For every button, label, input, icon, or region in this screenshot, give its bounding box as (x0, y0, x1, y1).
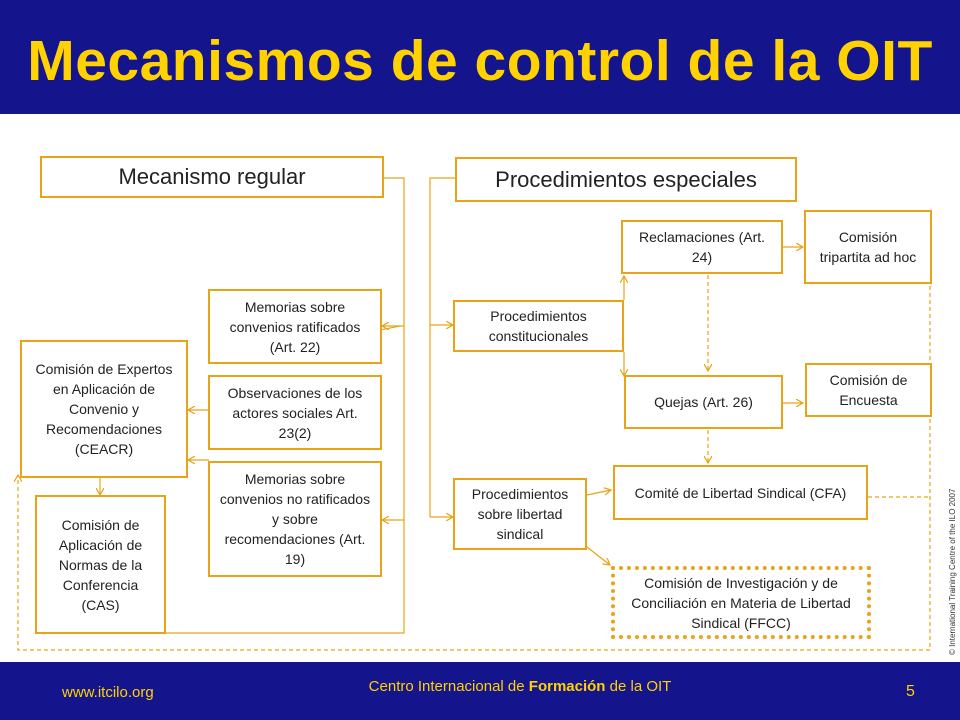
node-memorias-no-ratificados: Memorias sobre convenios no ratificados y sobre recomendaciones (Art. 19) (208, 461, 382, 577)
footer-bar (0, 662, 960, 720)
node-procedimientos-constitucionales: Procedimientos constitucionales (453, 300, 624, 352)
page-title: Mecanismos de control de la OIT (27, 29, 933, 93)
node-procedimientos-libertad-sindical: Procedimientos sobre libertad sindical (453, 478, 587, 550)
node-ffcc: Comisión de Investigación y de Conciliación en Materia de Libertad Sindical (FFCC) (611, 566, 871, 639)
node-comision-tripartita: Comisión tripartita ad hoc (804, 210, 932, 284)
page-number: 5 (906, 683, 915, 700)
copyright-note: © International Training Centre of the ILO 2007 (948, 488, 957, 655)
node-ceacr: Comisión de Expertos en Aplicación de Convenio y Recomendaciones (CEACR) (20, 340, 188, 478)
node-reclamaciones: Reclamaciones (Art. 24) (621, 220, 783, 274)
footer-org-suffix: de la OIT (605, 678, 672, 695)
footer-org-prefix: Centro Internacional de (368, 678, 529, 695)
node-memorias-ratificados: Memorias sobre convenios ratificados (Art. 22) (208, 289, 382, 364)
node-cfa: Comité de Libertad Sindical (CFA) (613, 465, 868, 520)
node-mecanismo-regular: Mecanismo regular (40, 156, 384, 198)
node-observaciones: Observaciones de los actores sociales Art. 23(2) (208, 375, 382, 450)
footer-url[interactable]: www.itcilo.org (62, 684, 154, 701)
node-comision-encuesta: Comisión de Encuesta (805, 363, 932, 417)
node-quejas: Quejas (Art. 26) (624, 375, 783, 429)
node-procedimientos-especiales: Procedimientos especiales (455, 157, 797, 202)
node-cas: Comisión de Aplicación de Normas de la Conferencia (CAS) (35, 495, 166, 634)
footer-organization (300, 678, 740, 695)
footer-org-bold: Formación (528, 678, 606, 695)
